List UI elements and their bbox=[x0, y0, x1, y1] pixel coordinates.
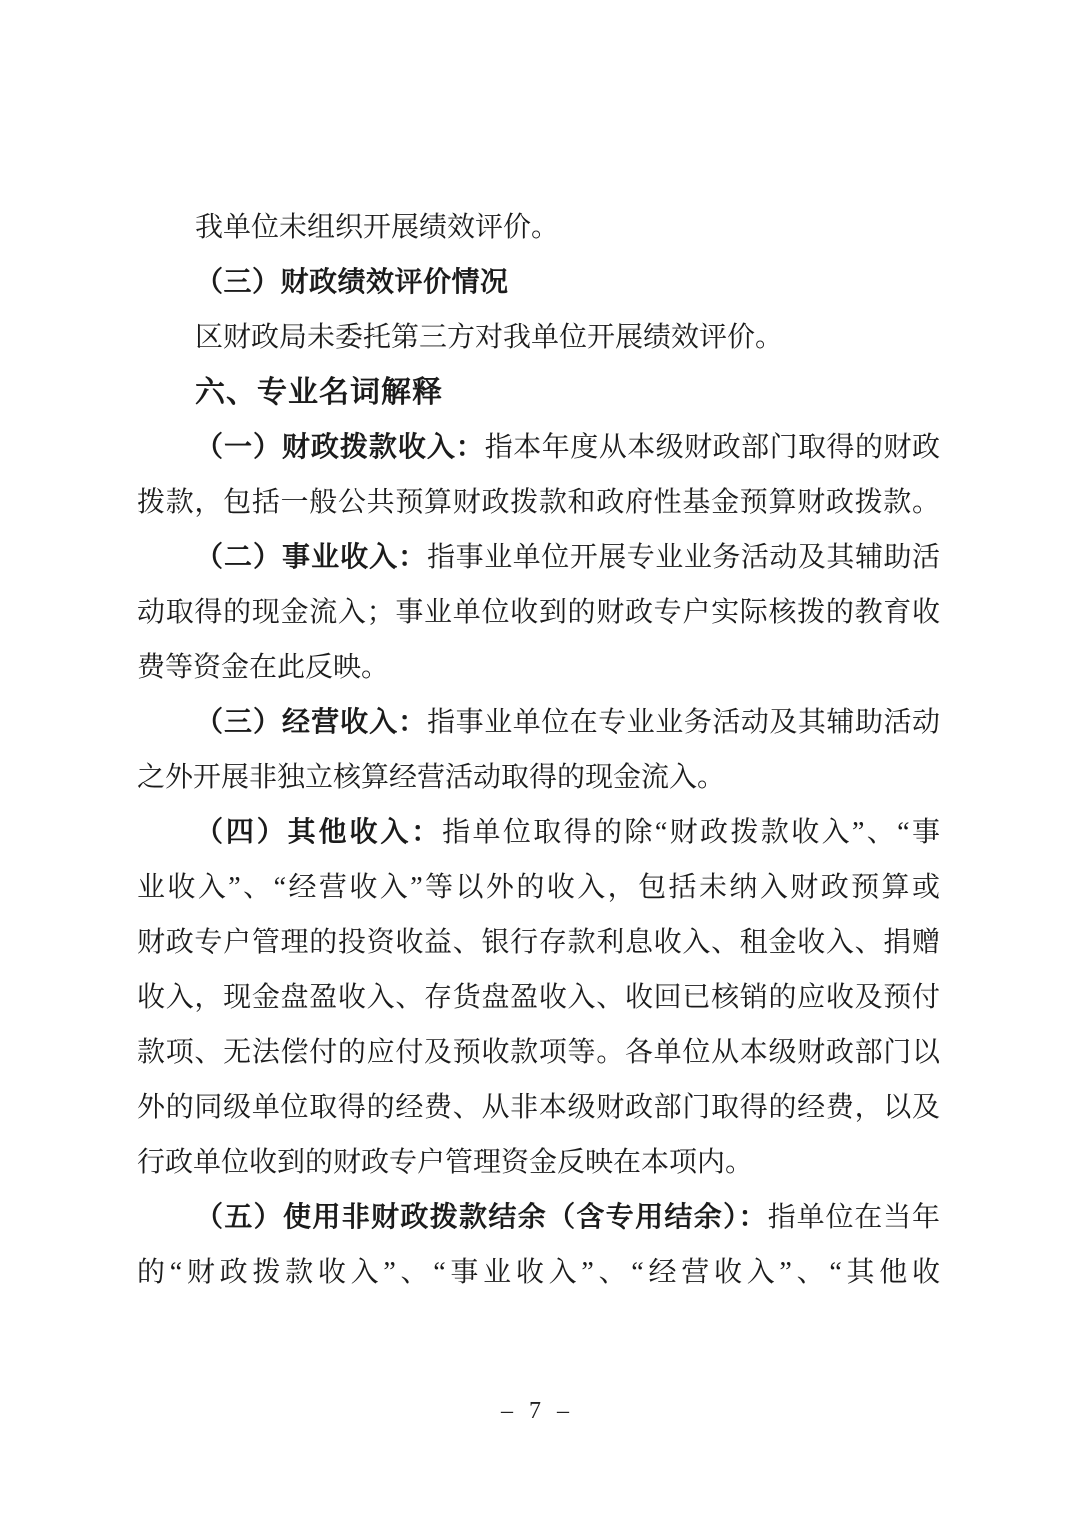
text-line bbox=[137, 805, 940, 860]
line-text: 费等资金在此反映。 bbox=[137, 652, 390, 683]
text-line bbox=[137, 1135, 940, 1190]
line-text: 动取得的现金流入；事业单位收到的财政专户实际核拨的教育收 bbox=[137, 597, 940, 628]
line-text: 业收入”、“经营收入”等以外的收入，包括未纳入财政预算或 bbox=[137, 872, 940, 903]
text-line bbox=[137, 915, 940, 970]
section-heading-text: 六、专业名词解释 bbox=[195, 376, 443, 409]
text-line bbox=[137, 695, 940, 750]
line-text: 指本年度从本级财政部门取得的财政 bbox=[484, 432, 940, 463]
line-text: 我单位未组织开展绩效评价。 bbox=[195, 212, 560, 243]
line-text: 指单位取得的除“财政拨款收入”、“事 bbox=[442, 817, 940, 848]
line-text: 之外开展非独立核算经营活动取得的现金流入。 bbox=[137, 762, 726, 793]
section-heading bbox=[137, 365, 940, 420]
line-text: 财政专户管理的投资收益、银行存款利息收入、租金收入、捐赠 bbox=[137, 927, 940, 958]
line-text: 的“财政拨款收入”、“事业收入”、“经营收入”、“其他收 bbox=[137, 1257, 940, 1288]
text-line bbox=[137, 1190, 940, 1245]
line-text: 收入，现金盘盈收入、存货盘盈收入、收回已核销的应收及预付 bbox=[137, 982, 940, 1013]
line-text: 指事业单位在专业业务活动及其辅助活动 bbox=[427, 707, 940, 738]
line-text: 款项、无法偿付的应付及预收款项等。各单位从本级财政部门以 bbox=[137, 1037, 940, 1068]
text-line bbox=[137, 420, 940, 475]
term-label: （二）事业收入： bbox=[195, 542, 428, 573]
text-line bbox=[137, 860, 940, 915]
subsection-heading-text: （三）财政绩效评价情况 bbox=[195, 267, 509, 298]
term-label: （三）经营收入： bbox=[195, 707, 428, 738]
term-label: （四）其他收入： bbox=[195, 817, 443, 848]
page-number: – 7 – bbox=[501, 1398, 574, 1424]
text-line bbox=[137, 310, 940, 365]
line-text: 区财政局未委托第三方对我单位开展绩效评价。 bbox=[195, 322, 784, 353]
text-line bbox=[137, 1025, 940, 1080]
line-text: 指事业单位开展专业业务活动及其辅助活 bbox=[427, 542, 940, 573]
document-body bbox=[137, 200, 940, 1300]
text-line bbox=[137, 475, 940, 530]
line-text: 行政单位收到的财政专户管理资金反映在本项内。 bbox=[137, 1147, 754, 1178]
text-line bbox=[137, 970, 940, 1025]
term-label: （五）使用非财政拨款结余（含专用结余）： bbox=[195, 1202, 768, 1233]
subsection-heading bbox=[137, 255, 940, 310]
line-text: 外的同级单位取得的经费、从非本级财政部门取得的经费，以及 bbox=[137, 1092, 940, 1123]
line-text: 指单位在当年 bbox=[767, 1202, 940, 1233]
line-text: 拨款，包括一般公共预算财政拨款和政府性基金预算财政拨款。 bbox=[137, 487, 940, 518]
text-line bbox=[137, 1080, 940, 1135]
text-line bbox=[137, 750, 940, 805]
term-label: （一）财政拨款收入： bbox=[195, 432, 485, 463]
text-line bbox=[137, 640, 940, 695]
text-line bbox=[137, 530, 940, 585]
text-line bbox=[137, 200, 940, 255]
text-line bbox=[137, 585, 940, 640]
text-line bbox=[137, 1245, 940, 1300]
